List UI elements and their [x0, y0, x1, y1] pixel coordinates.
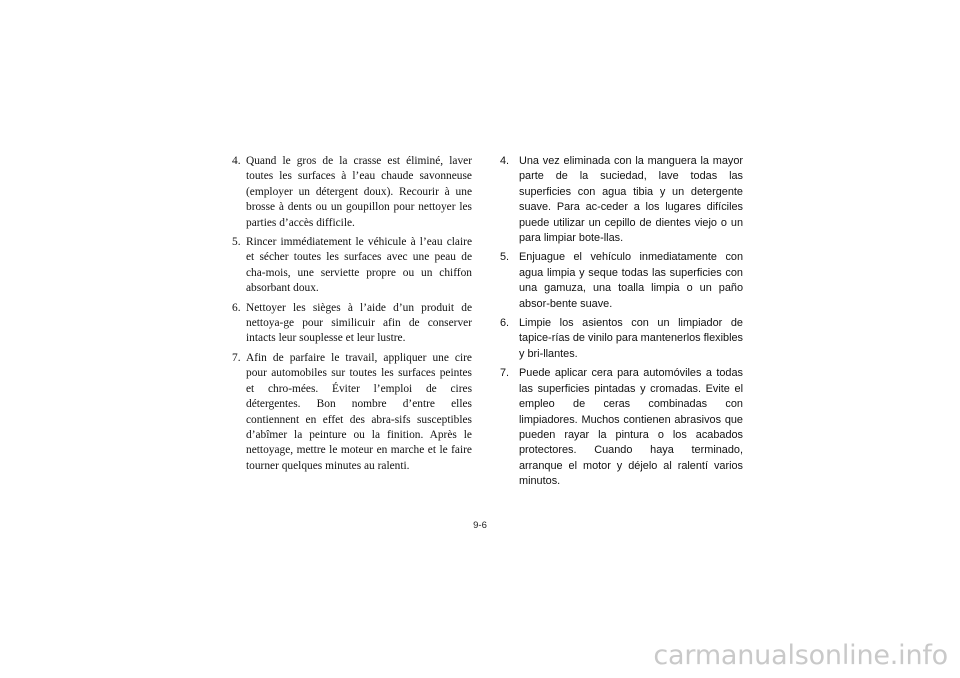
french-column: [232, 154, 472, 478]
item-text: Afin de parfaire le travail, appliquer une cire pour automobiles sur toutes les surfaces peintes et chro-mées. Éviter l’emploi de cires détergentes. Bon nombre d’entre elles contiennent en effet des abra-sifs susceptibles d’abîmer la peinture ou la finition. Après le nettoyage, mettre le moteur en marche et le faire tourner quelques minutes au ralenti.: [246, 351, 472, 472]
list-item: [500, 316, 743, 362]
item-number: 5.: [232, 236, 241, 249]
item-text: Una vez eliminada con la manguera la mayor parte de la suciedad, lave todas las superficies con agua tibia y un detergente suave. Para ac-ceder a los lugares difíciles puede utilizar un cepillo de dientes viejo o un para limpiar bote-llas.: [519, 155, 743, 245]
item-number: 6.: [232, 301, 241, 314]
item-number: 4.: [500, 155, 510, 167]
item-number: 5.: [500, 251, 510, 264]
item-text: Rincer immédiatement le véhicule à l’eau claire et sécher toutes les surfaces avec une peau de cha-mois, une serviette propre ou un chiffon absorbant doux.: [246, 236, 472, 295]
page-number: 9-6: [473, 520, 487, 531]
list-item: [500, 250, 743, 312]
item-text: Quand le gros de la crasse est éliminé, laver toutes les surfaces à l’eau chaude savonneuse (employer un détergent doux). Recourir à une brosse à dents ou un goupillon pour nettoyer les parties d’accès difficile.: [246, 155, 472, 229]
watermark: carmanualsonline.info: [653, 640, 948, 671]
list-item: [500, 366, 743, 489]
list-item: [232, 235, 472, 297]
item-number: 7.: [500, 367, 510, 380]
item-text: Puede aplicar cera para automóviles a todas las superficies pintadas y cromadas. Evite el empleo de ceras combinadas con limpiadores. Muchos contienen abrasivos que pueden rayar la pintura o los acabados protectores. Cuando haya terminado, arranque el motor y déjelo al ralentí varios minutos.: [519, 367, 743, 488]
item-text: Enjuague el vehículo inmediatamente con agua limpia y seque todas las superficies con una gamuza, una toalla limpia o un paño absor-bente suave.: [519, 251, 743, 310]
item-number: 4.: [232, 155, 241, 167]
item-number: 6.: [500, 317, 510, 330]
list-item: [232, 301, 472, 347]
item-text: Nettoyer les sièges à l’aide d’un produit de nettoya-ge pour similicuir afin de conserver intacts leur souplesse et leur lustre.: [246, 301, 472, 345]
list-item: [232, 154, 472, 231]
item-text: Limpie los asientos con un limpiador de tapice-rías de vinilo para mantenerlos flexibles y bri-llantes.: [519, 317, 743, 360]
list-item: [232, 351, 472, 474]
spanish-column: [500, 154, 743, 494]
item-number: 7.: [232, 351, 241, 364]
list-item: [500, 154, 743, 246]
